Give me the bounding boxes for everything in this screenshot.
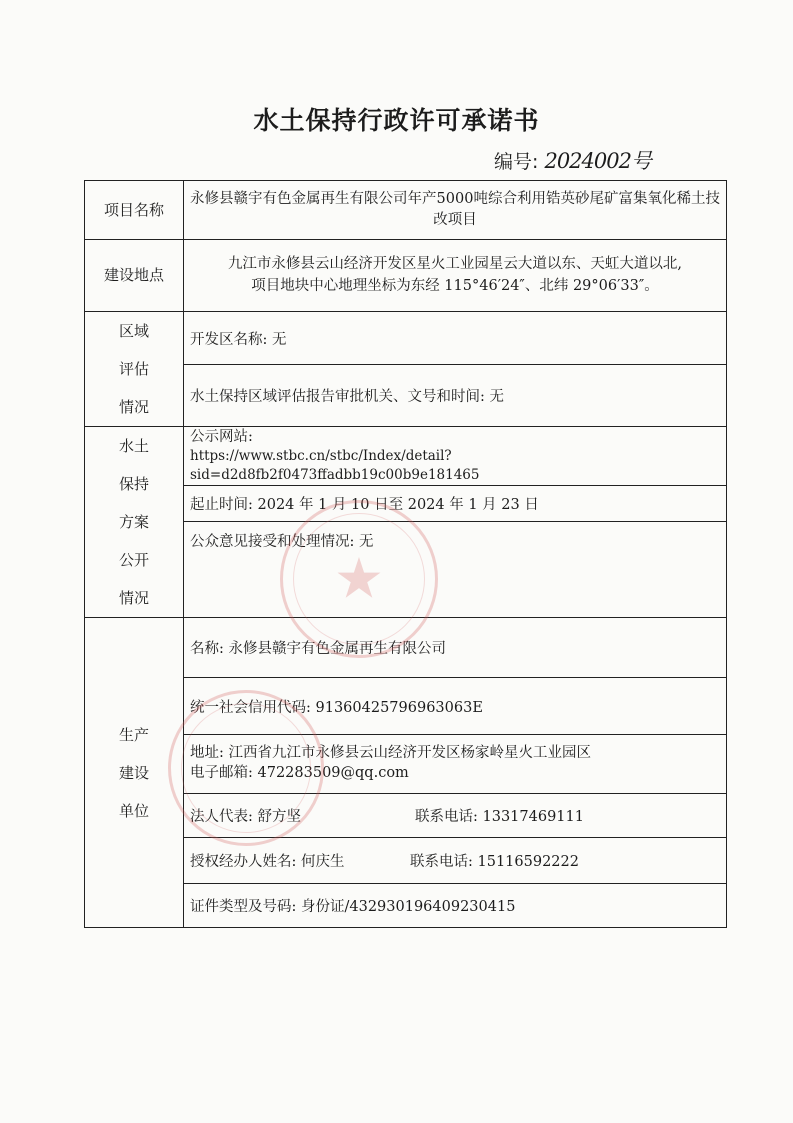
- address-line: 地址: 江西省九江市永修县云山经济开发区杨家岭星火工业园区: [190, 745, 591, 762]
- unit-name-cell: 名称: 永修县赣宇有色金属再生有限公司: [184, 618, 727, 678]
- publicity-label-line-5: 情况: [118, 589, 149, 607]
- unit-label: [85, 618, 184, 928]
- seal-star-icon: ★: [333, 546, 385, 612]
- publicity-label-line-1: 水土: [118, 437, 149, 455]
- unit-label-line-1: 生产: [118, 725, 149, 744]
- id-card-cell: 证件类型及号码: 身份证/432930196409230415: [184, 884, 727, 928]
- location-line-1: 九江市永修县云山经济开发区星火工业园星云大道以东、天虹大道以北,: [227, 256, 683, 273]
- regional-label-line-1: 区域: [118, 322, 149, 340]
- assessment-report-cell: 水土保持区域评估报告审批机关、文号和时间: 无: [184, 365, 727, 427]
- document-title: 水土保持行政许可承诺书: [253, 106, 540, 135]
- document-number-value: 2024002号: [544, 149, 651, 173]
- project-name-label: 项目名称: [85, 181, 184, 240]
- publicity-label-line-2: 保持: [118, 475, 149, 493]
- document-number: [494, 145, 651, 175]
- public-opinion-cell: 公众意见接受和处理情况: 无: [184, 522, 727, 618]
- regional-label-line-2: 评估: [118, 360, 149, 378]
- website-url: https://www.stbc.cn/stbc/Index/detail?sid=d2d8fb2f0473ffadbb19c00b9e181465: [190, 448, 480, 483]
- project-name-value: 永修县赣宇有色金属再生有限公司年产5000吨综合利用锆英砂尾矿富集氧化稀土技改项目: [184, 181, 727, 240]
- website-label: 公示网站:: [190, 428, 253, 445]
- agent-name: 授权经办人姓名: 何庆生: [190, 854, 345, 870]
- agent-phone: 联系电话: 15116592222: [410, 854, 579, 870]
- regional-label-line-3: 情况: [118, 398, 149, 416]
- unit-label-line-3: 单位: [118, 801, 149, 820]
- publicity-label-line-3: 方案: [118, 513, 149, 531]
- location-value: [184, 240, 727, 312]
- location-label: 建设地点: [85, 240, 184, 312]
- legal-phone: 联系电话: 13317469111: [415, 809, 584, 825]
- agent-cell: [184, 838, 727, 884]
- location-line-2: 项目地块中心地理坐标为东经 115°46′24″、北纬 29°06′33″。: [251, 277, 659, 294]
- zone-name-cell: 开发区名称: 无: [184, 312, 727, 365]
- legal-rep: 法人代表: 舒方坚: [190, 809, 301, 825]
- regional-assessment-label: [85, 312, 184, 427]
- credit-code-cell: 统一社会信用代码: 91360425796963063E: [184, 678, 727, 735]
- unit-label-line-2: 建设: [118, 763, 149, 782]
- plan-publicity-label: [85, 427, 184, 618]
- commitment-form-table: [84, 180, 727, 928]
- address-cell: [184, 735, 727, 794]
- publicity-label-line-4: 公开: [118, 551, 149, 569]
- publicity-period-cell: 起止时间: 2024 年 1 月 10 日至 2024 年 1 月 23 日: [184, 485, 727, 522]
- email-line: 电子邮箱: 472283509@qq.com: [190, 765, 409, 781]
- website-cell: [184, 427, 727, 486]
- document-number-label: 编号:: [494, 151, 539, 173]
- legal-rep-cell: [184, 794, 727, 838]
